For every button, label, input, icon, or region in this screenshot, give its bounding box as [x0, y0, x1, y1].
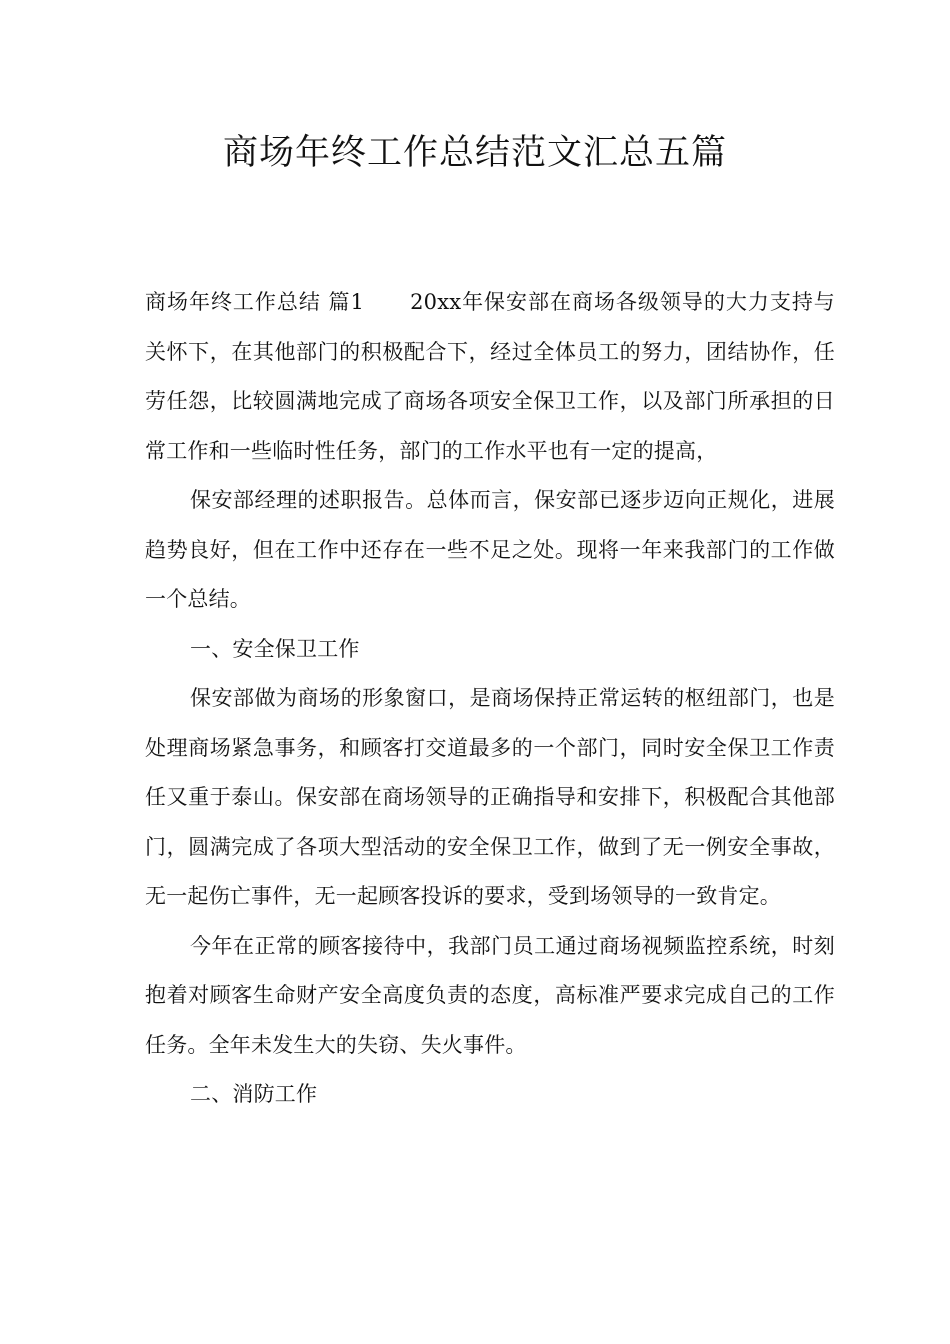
document-body [145, 278, 835, 1120]
paragraph-2: 保安部经理的述职报告。总体而言，保安部已逐步迈向正规化，进展趋势良好，但在工作中还存在一些不足之处。现将一年来我部门的工作做一个总结。 [145, 488, 835, 611]
paragraph-1-text: 20xx年保安部在商场各级领导的大力支持与关怀下，在其他部门的积极配合下，经过全体员工的努力，团结协作，任劳任怨，比较圆满地完成了商场各项安全保卫工作，以及部门所承担的日常工作和一些临时性任务，部门的工作水平也有一定的提高， [145, 290, 835, 463]
paragraph-4: 今年在正常的顾客接待中，我部门员工通过商场视频监控系统，时刻抱着对顾客生命财产安全高度负责的态度，高标准严要求完成自己的工作任务。全年未发生大的失窃、失火事件。 [145, 933, 835, 1057]
section-label: 商场年终工作总结 篇1 [145, 290, 365, 314]
section-heading-2: 二、消防工作 [190, 1082, 318, 1106]
paragraph-3: 保安部做为商场的形象窗口，是商场保持正常运转的枢纽部门，也是处理商场紧急事务，和顾客打交道最多的一个部门，同时安全保卫工作责任又重于泰山。保安部在商场领导的正确指导和安排下，积极配合其他部门，圆满完成了各项大型活动的安全保卫工作，做到了无一例安全事故，无一起伤亡事件，无一起顾客投诉的要求，受到场领导的一致肯定。 [145, 686, 835, 908]
intro-paragraph [145, 278, 835, 476]
document-title: 商场年终工作总结范文汇总五篇 [222, 133, 727, 173]
section-heading-1: 一、安全保卫工作 [190, 636, 360, 661]
